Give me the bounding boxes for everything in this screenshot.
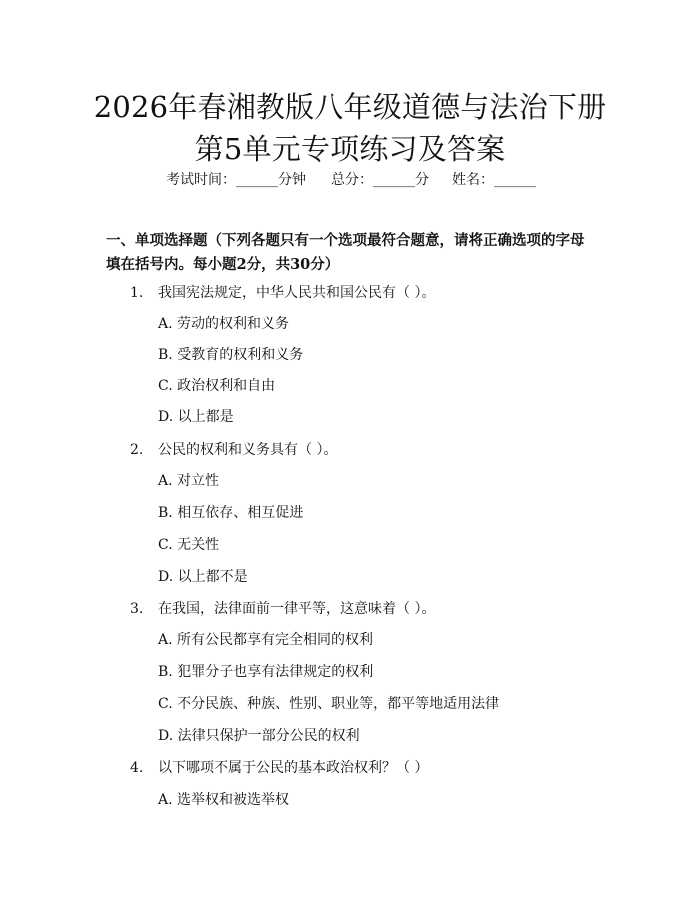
exam-info-line — [0, 169, 700, 191]
option-text: A. 选举权和被选举权 — [158, 792, 290, 808]
question-number: 1. — [130, 285, 144, 301]
option-text: B. 相互依存、相互促进 — [158, 505, 304, 521]
question-number: 2. — [130, 442, 144, 458]
total-score-label: 总分：______分 — [331, 172, 429, 188]
option-text: A. 对立性 — [158, 473, 220, 489]
option-text: C. 政治权利和自由 — [158, 378, 276, 394]
exam-time-label: 考试时间：______分钟 — [166, 172, 306, 188]
question-text: 以下哪项不属于公民的基本政治权利？（ ） — [158, 760, 429, 776]
question-number: 4. — [130, 760, 144, 776]
question-text: 公民的权利和义务具有（ ）。 — [158, 442, 338, 458]
option-text: D. 法律只保护一部分公民的权利 — [158, 728, 360, 744]
question-number: 3. — [130, 601, 144, 617]
option-text: C. 无关性 — [158, 537, 220, 553]
question-text: 在我国，法律面前一律平等，这意味着（ ）。 — [158, 601, 436, 617]
document-title: 2026年春湘教版八年级道德与法治下册第5单元专项练习及答案 — [93, 90, 607, 166]
option-text: B. 犯罪分子也享有法律规定的权利 — [158, 664, 374, 680]
option-text: A. 劳动的权利和义务 — [158, 316, 290, 332]
option-text: A. 所有公民都享有完全相同的权利 — [158, 632, 374, 648]
section-heading: 一、单项选择题（下列各题只有一个选项最符合题意，请将正确选项的字母填在括号内。每小题2分，共30分） — [106, 232, 585, 273]
option-text: B. 受教育的权利和义务 — [158, 347, 304, 363]
question-text: 我国宪法规定，中华人民共和国公民有（ ）。 — [158, 285, 436, 301]
option-text: D. 以上都是 — [158, 409, 234, 425]
student-name-label: 姓名：______ — [452, 172, 536, 188]
option-text: C. 不分民族、种族、性别、职业等，都平等地适用法律 — [158, 696, 500, 712]
option-text: D. 以上都不是 — [158, 569, 248, 585]
